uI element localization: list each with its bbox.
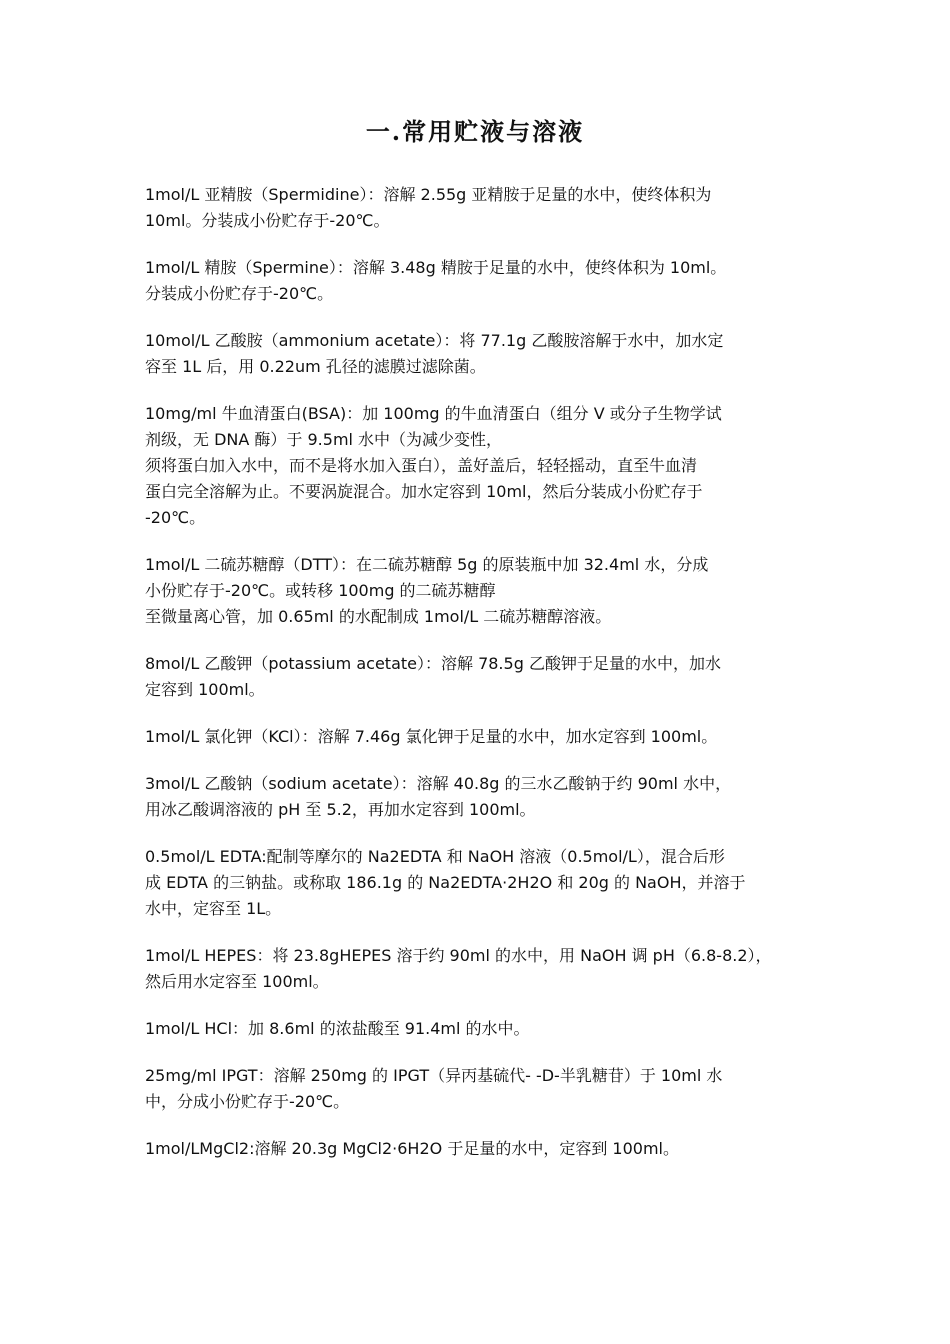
recipe-paragraph [145,844,810,922]
paragraph-line: 至微量离心管，加 0.65ml 的水配制成 1mol/L 二硫苏糖醇溶液。 [145,607,612,626]
recipe-paragraph [145,771,810,823]
paragraph-line: 小份贮存于-20℃。或转移 100mg 的二硫苏糖醇 [145,581,496,600]
recipe-paragraph [145,182,810,234]
paragraph-line: 8mol/L 乙酸钾（potassium acetate）：溶解 78.5g 乙酸钾于足量的水中，加水 [145,654,721,673]
recipe-paragraph [145,328,810,380]
paragraph-line: -20℃。 [145,508,206,527]
paragraph-line: 然后用水定容至 100ml。 [145,972,329,991]
paragraph-line: 容至 1L 后，用 0.22um 孔径的滤膜过滤除菌。 [145,357,486,376]
paragraph-line: 0.5mol/L EDTA:配制等摩尔的 Na2EDTA 和 NaOH 溶液（0.5mol/L），混合后形 [145,847,725,866]
paragraph-line: 1mol/LMgCl2:溶解 20.3g MgCl2·6H2O 于足量的水中，定容到 100ml。 [145,1139,679,1158]
document-body [145,182,810,1183]
paragraph-line: 3mol/L 乙酸钠（sodium acetate）：溶解 40.8g 的三水乙酸钠于约 90ml 水中， [145,774,732,793]
recipe-paragraph [145,1136,810,1162]
recipe-paragraph [145,1016,810,1042]
recipe-paragraph [145,401,810,531]
paragraph-line: 1mol/L HCl：加 8.6ml 的浓盐酸至 91.4ml 的水中。 [145,1019,530,1038]
paragraph-line: 1mol/L 二硫苏糖醇（DTT）：在二硫苏糖醇 5g 的原装瓶中加 32.4ml 水，分成 [145,555,709,574]
paragraph-line: 成 EDTA 的三钠盐。或称取 186.1g 的 Na2EDTA·2H2O 和 20g 的 NaOH，并溶于 [145,873,746,892]
paragraph-line: 1mol/L 精胺（Spermine）：溶解 3.48g 精胺于足量的水中，使终体积为 10ml。 [145,258,727,277]
paragraph-line: 中，分成小份贮存于-20℃。 [145,1092,350,1111]
paragraph-line: 25mg/ml IPGT：溶解 250mg 的 IPGT（异丙基硫代- -D-半乳糖苷）于 10ml 水 [145,1066,723,1085]
recipe-paragraph [145,724,810,750]
paragraph-line: 剂级，无 DNA 酶）于 9.5ml 水中（为减少变性， [145,430,503,449]
paragraph-line: 1mol/L 氯化钾（KCl）：溶解 7.46g 氯化钾于足量的水中，加水定容到 100ml。 [145,727,718,746]
paragraph-line: 10mg/ml 牛血清蛋白(BSA)：加 100mg 的牛血清蛋白（组分 V 或分子生物学试 [145,404,722,423]
recipe-paragraph [145,1063,810,1115]
paragraph-line: 水中，定容至 1L。 [145,899,282,918]
paragraph-line: 定容到 100ml。 [145,680,265,699]
paragraph-line: 用冰乙酸调溶液的 pH 至 5.2，再加水定容到 100ml。 [145,800,536,819]
paragraph-line: 蛋白完全溶解为止。不要涡旋混合。加水定容到 10ml，然后分装成小份贮存于 [145,482,703,501]
paragraph-line: 10ml。分装成小份贮存于-20℃。 [145,211,390,230]
paragraph-line: 分装成小份贮存于-20℃。 [145,284,334,303]
recipe-paragraph [145,651,810,703]
paragraph-line: 1mol/L HEPES：将 23.8gHEPES 溶于约 90ml 的水中，用 NaOH 调 pH（6.8-8.2）， [145,946,772,965]
paragraph-line: 10mol/L 乙酸胺（ammonium acetate）：将 77.1g 乙酸胺溶解于水中，加水定 [145,331,724,350]
recipe-paragraph [145,943,810,995]
paragraph-line: 1mol/L 亚精胺（Spermidine）：溶解 2.55g 亚精胺于足量的水中，使终体积为 [145,185,712,204]
page-title: 一.常用贮液与溶液 [365,117,585,146]
recipe-paragraph [145,552,810,630]
paragraph-line: 须将蛋白加入水中，而不是将水加入蛋白），盖好盖后，轻轻摇动，直至牛血清 [145,456,698,475]
recipe-paragraph [145,255,810,307]
